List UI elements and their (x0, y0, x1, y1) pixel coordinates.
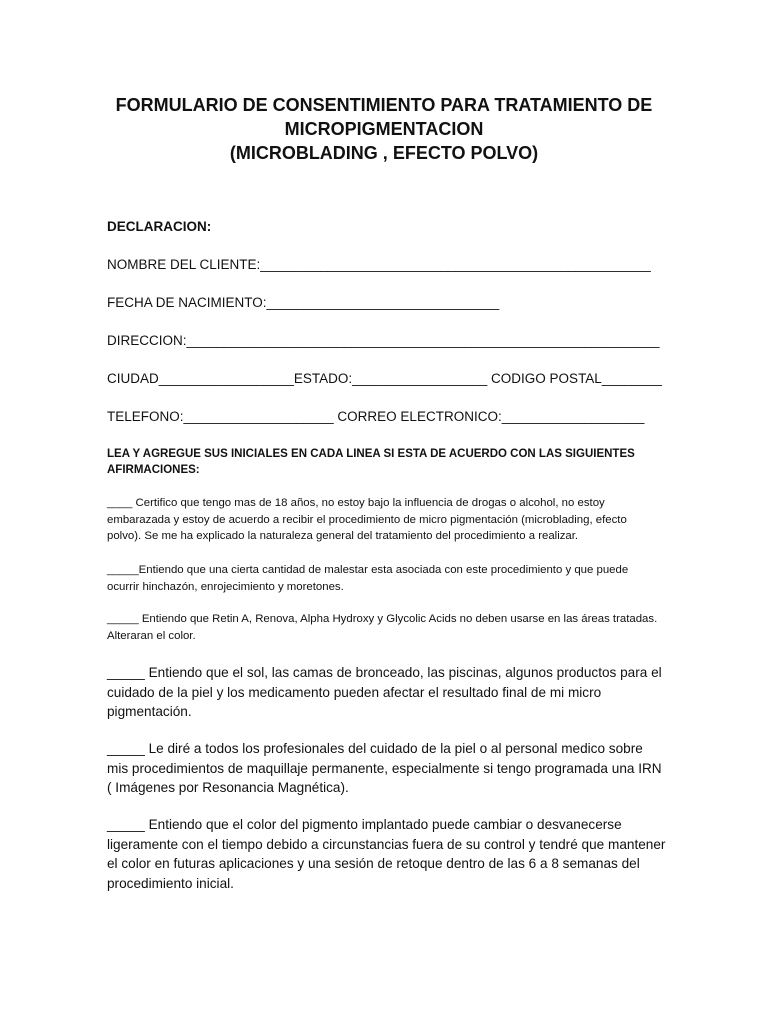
statement-products: _____ Entiendo que Retin A, Renova, Alpha Hydroxy y Glycolic Acids no deben usarse en las áreas tratadas. Alteraran el color. (107, 613, 658, 642)
statement-discomfort: _____Entiendo que una cierta cantidad de malestar esta asociada con este procedimiento y que puede ocurrir hinchazón, enrojecimiento y moretones. (107, 564, 629, 593)
statement-age-consent: ____ Certifico que tengo mas de 18 años, no estoy bajo la influencia de drogas o alcohol, no estoy embarazada y estoy de acuerdo a recibir el procedimiento de micro pigmentación (microblading, efecto polvo). Se me ha explicado la naturaleza general del tratamiento del procedimiento a realizar. (107, 497, 627, 542)
birth-date-field: FECHA DE NACIMIENTO:_______________________________ (107, 295, 500, 310)
declaration-heading: DECLARACION: (107, 219, 212, 234)
title-line-1: FORMULARIO DE CONSENTIMIENTO PARA TRATAMIENTO DE (115, 95, 653, 115)
phone-email-field: TELEFONO:____________________ CORREO ELECTRONICO:___________________ (107, 409, 645, 424)
statement-inform-professionals: _____ Le diré a todos los profesionales del cuidado de la piel o al personal medico sobre mis procedimientos de maquillaje permanente, especialmente si tengo programada una IRN ( Imágenes por Resonancia Magnética). (107, 741, 662, 795)
client-name-field: NOMBRE DEL CLIENTE:____________________________________________________ (107, 257, 651, 272)
title-line-2: MICROPIGMENTACION (284, 119, 484, 139)
statement-pigment-fading: _____ Entiendo que el color del pigmento implantado puede cambiar o desvanecerse ligeramente con el tiempo debido a circunstancias fuera de su control y tendré que mantener el color en futuras aplicaciones y una sesión de retoque dentro de las 6 a 8 semanas del procedimiento inicial. (107, 817, 666, 891)
title-line-3: (MICROBLADING , EFECTO POLVO) (229, 143, 539, 163)
initials-instructions: LEA Y AGREGUE SUS INICIALES EN CADA LINEA SI ESTA DE ACUERDO CON LAS SIGUIENTES AFIRMACIONES: (107, 448, 635, 476)
address-field: DIRECCION:_______________________________________________________________ (107, 333, 660, 348)
city-state-zip-field: CIUDAD__________________ESTADO:__________________ CODIGO POSTAL________ (107, 371, 662, 386)
statement-sun-exposure: _____ Entiendo que el sol, las camas de bronceado, las piscinas, algunos productos para el cuidado de la piel y los medicamento pueden afectar el resultado final de mi micro pigmentación. (107, 665, 662, 719)
form-title (60, 93, 708, 165)
